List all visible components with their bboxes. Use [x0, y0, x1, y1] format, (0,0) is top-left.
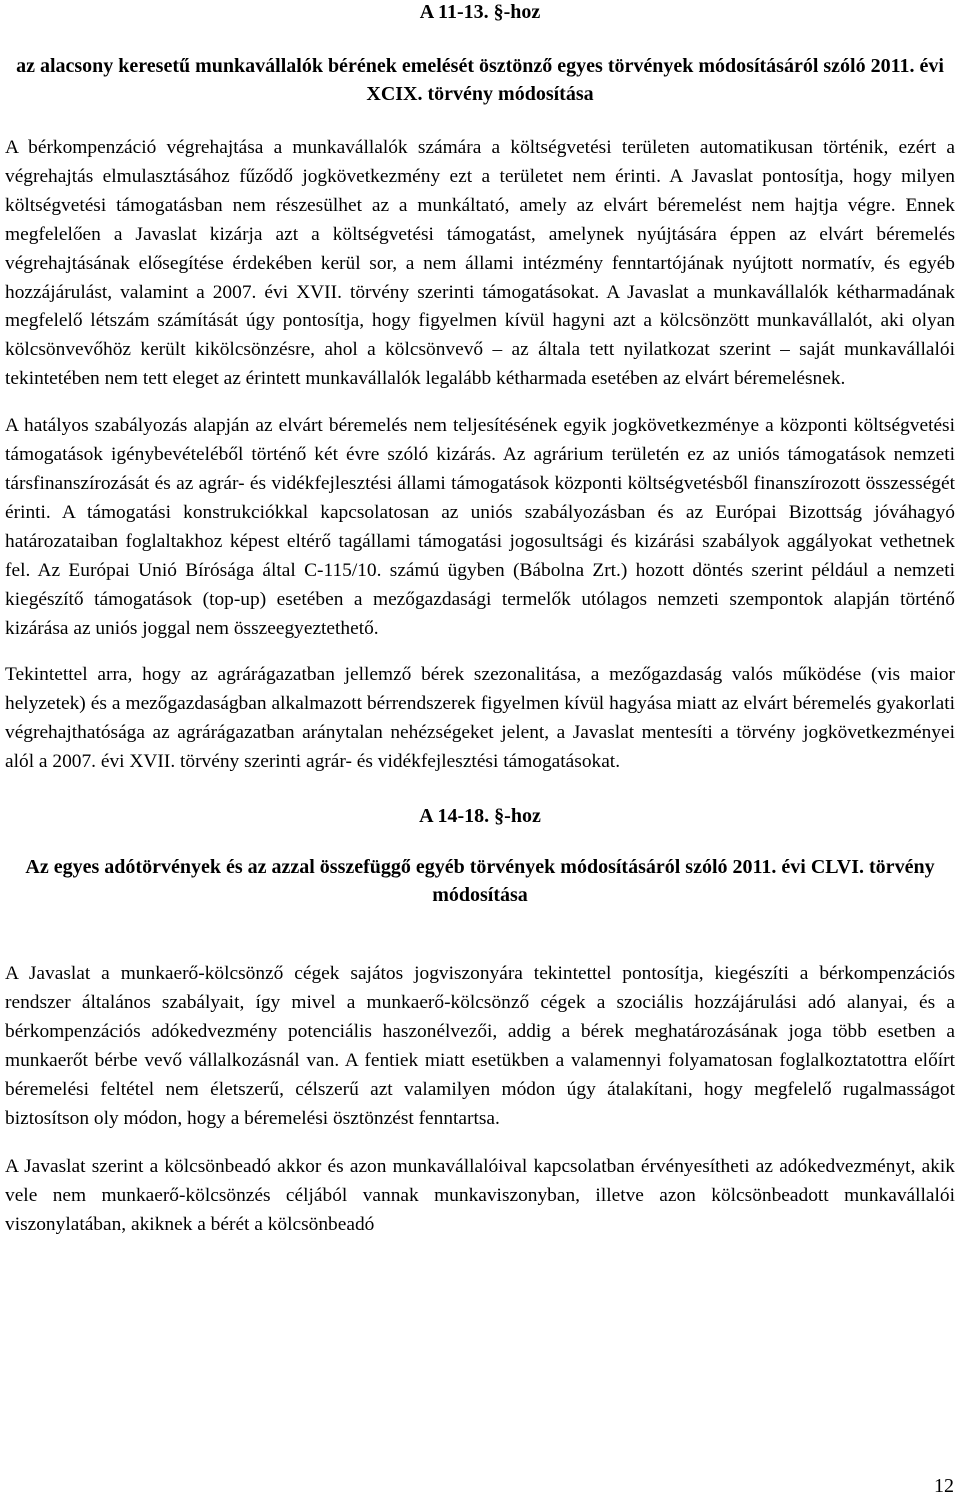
section-1-subheading: az alacsony keresetű munkavállalók bérének emelését ösztönző egyes törvények módosításáról szóló 2011. évi XCIX. törvény módosítása	[16, 55, 944, 105]
section-1-paragraph-1: A bérkompenzáció végrehajtása a munkavállalók számára a költségvetési területen automatikusan történik, ezért a végrehajtás elmulasztásához fűződő jogkövetkezmény ezt a területet nem érinti. A Javaslat pontosítja, hogy milyen költségvetési támogatásban nem részesülhet az a munkáltató, amely az elvárt béremelést nem hajtja végre. Ennek megfelelően a Javaslat kizárja azt a költségvetési támogatást, amelynek nyújtására éppen az elvárt béremelés végrehajtásának elősegítése érdekében kerül sor, a nem állami intézmény fenntartójának nyújtott normatív, és egyéb hozzájárulást, valamint a 2007. évi XVII. törvény szerinti támogatásokat. A Javaslat a munkavállalók kétharmadának megfelelő létszám számítását úgy pontosítja, hogy figyelmen kívül hagyni azt a kölcsönzött munkavállalót, aki olyan kölcsönvevőhöz került kikölcsönzésre, ahol a kölcsönvevő – az általa tett nyilatkozat szerint – saját munkavállalói tekintetében nem tett eleget az érintett munkavállalók legalább kétharmada esetében az elvárt béremelésnek.	[5, 137, 955, 390]
section-1-paragraph-2: A hatályos szabályozás alapján az elvárt béremelés nem teljesítésének egyik jogkövetkezménye a központi költségvetési támogatások igénybevételéből történő két évre szóló kizárás. Az agrárium területén ez az uniós támogatások nemzeti társfinanszírozását és az agrár- és vidékfejlesztési állami támogatások központi költségvetésből finanszírozott összességét érinti. A támogatási konstrukciókkal kapcsolatosan az uniós szabályozásban és az Európai Bizottság jóváhagyó határozataiban foglaltakhoz képest eltérő tagállami támogatási jogosultsági és kizárási szabályok aggályokat vethetnek fel. Az Európai Unió Bírósága által C-115/10. számú ügyben (Bábolna Zrt.) hozott döntés szerint például a nemzeti kiegészítő támogatások (top-up) esetében a mezőgazdasági termelők utólagos nemzeti szempontok alapján történő kizárása az uniós joggal nem összeegyeztethető.	[5, 415, 955, 639]
section-2-paragraph-1: A Javaslat a munkaerő-kölcsönző cégek sajátos jogviszonyára tekintettel pontosítja, kiegészíti a bérkompenzációs rendszer általános szabályait, így mivel a munkaerő-kölcsönző cégek a szociális hozzájárulási adó alanyai, és a bérkompenzációs adókedvezmény potenciális haszonélvezői, addig a bérek meghatározásának joga több esetben a munkaerőt bérbe vevő vállalkozásnál van. A fentiek miatt esetükben a valamennyi folyamatosan foglalkoztatottra előírt béremelési feltétel nem életszerű, célszerű azt valamilyen módon úgy átalakítani, hogy megfelelő rugalmasságot biztosítson oly módon, hogy a béremelési ösztönzést fenntartsa.	[5, 963, 955, 1129]
section-1-heading: A 11-13. §-hoz	[419, 1, 541, 23]
document-page	[5, 0, 955, 1240]
page-number: 12	[934, 1475, 954, 1497]
section-2-paragraph-2: A Javaslat szerint a kölcsönbeadó akkor és azon munkavállalóival kapcsolatban érvényesítheti az adókedvezményt, akik vele nem munkaerő-kölcsönzés céljából vannak munkaviszonyban, illetve azon kölcsönbeadott munkavállalói viszonylatában, akiknek a bérét a kölcsönbeadó	[5, 1156, 955, 1236]
section-2-subheading: Az egyes adótörvények és az azzal összefüggő egyéb törvények módosításáról szóló 2011. évi CLVI. törvény módosítása	[25, 856, 935, 907]
section-2-heading: A 14-18. §-hoz	[419, 805, 541, 828]
section-1-paragraph-3: Tekintettel arra, hogy az agrárágazatban jellemző bérek szezonalitása, a mezőgazdaság valós működése (vis maior helyzetek) és a mezőgazdaságban alkalmazott bérrendszerek figyelmen kívül hagyása miatt az elvárt béremelés gyakorlati végrehajthatósága az agrárágazatban aránytalan nehézségeket jelent, a Javaslat mentesíti a törvény jogkövetkezményei alól a 2007. évi XVII. törvény szerinti agrár- és vidékfejlesztési támogatásokat.	[5, 664, 955, 773]
